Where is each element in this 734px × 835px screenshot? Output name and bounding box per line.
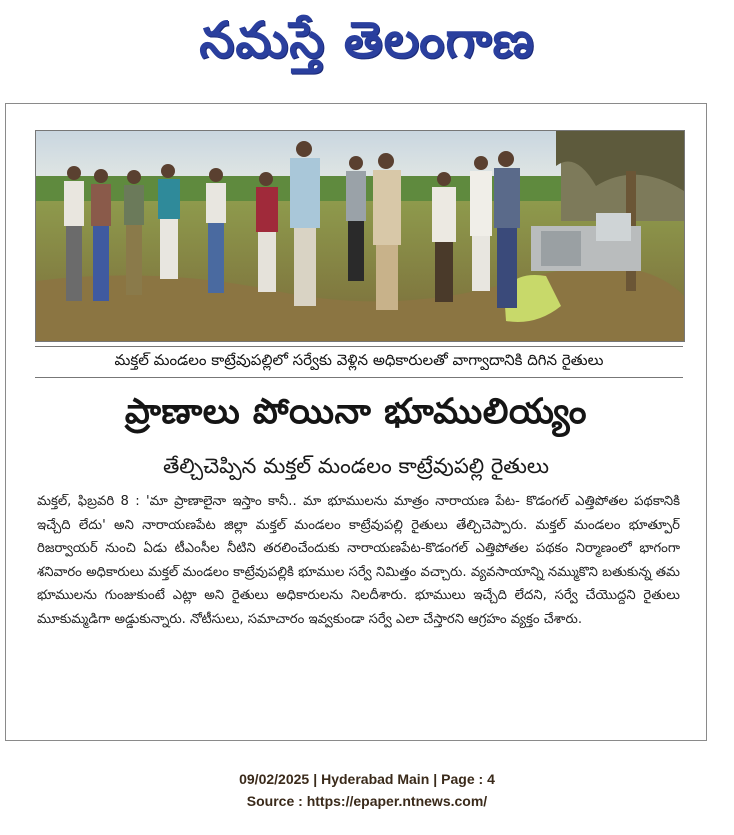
footer-page: Page : 4 xyxy=(441,771,495,787)
footer-meta xyxy=(0,771,734,787)
article-body: మక్తల్, ఫిబ్రవరి 8 : 'మా ప్రాణాలైనా ఇస్తాం కానీ.. మా భూములను మాత్రం నారాయణ పేట- కొడంగల్ ఎత్తిపోతల పథకానికి ఇచ్చేది లేదు' అని నారాయణపేట జిల్లా మక్తల్ మండలం కాట్రేవుపల్లి రైతులు తేల్చిచెప్పారు. మక్తల్ మండలం భూత్పూర్ రిజర్వాయర్ నుంచి ఏడు టీఎంసీల నీటిని తరలించేందుకు నారాయణపేట-కొడంగల్ ఎత్తిపోతల పథకం నిర్మాణంలో భాగంగా శనివారం అధికారులు మక్తల్ మండలం కాట్రేవుపల్లికి భూముల సర్వే నిమిత్తం వచ్చారు. వ్యవసాయాన్ని నమ్ముకొని బతుకున్న తమ భూములను గుంజుకుంటే ఎట్లా అని రైతులు అధికారులను నిలదీశారు. భూములు ఇచ్చేది లేదని, సర్వే చేయొద్దని రైతులు మూకుమ్మడిగా అడ్డుకున్నారు. నోటీసులు, సమాచారం ఇవ్వకుండా సర్వే ఎలా చేస్తారని ఆగ్రహం వ్యక్తం చేశారు. xyxy=(37,494,680,627)
article-photo xyxy=(35,130,685,342)
news-clipping xyxy=(5,103,707,741)
footer-edition: Hyderabad Main xyxy=(321,771,430,787)
article-headline: ప్రాణాలు పోయినా భూములియ్యం xyxy=(124,392,588,432)
footer-date: 09/02/2025 xyxy=(239,771,310,787)
masthead xyxy=(0,0,734,92)
footer-source[interactable]: Source : https://epaper.ntnews.com/ xyxy=(246,793,488,809)
newspaper-logo: నమస్తే తెలంగాణ xyxy=(199,10,535,69)
farmers-field-photo xyxy=(36,131,684,341)
photo-caption: మక్తల్ మండలం కాట్రేవుపల్లిలో సర్వేకు వెళ్లిన అధికారులతో వాగ్వాదానికి దిగిన రైతులు xyxy=(35,346,683,378)
article-subheadline: తేల్చిచెప్పిన మక్తల్ మండలం కాట్రేవుపల్లి రైతులు xyxy=(162,454,550,478)
footer-separator: | xyxy=(433,771,438,787)
footer-separator: | xyxy=(313,771,318,787)
